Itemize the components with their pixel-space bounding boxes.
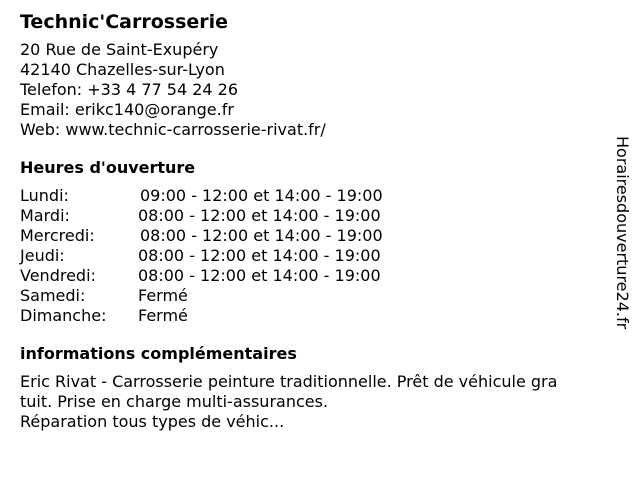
hours-row-saturday: [20, 286, 610, 306]
business-name: Technic'Carrosserie: [20, 11, 229, 33]
day-hours: Fermé: [138, 286, 188, 305]
hours-row-thursday: [20, 246, 610, 266]
day-label: Lundi:: [20, 186, 69, 205]
hours-row-friday: [20, 266, 610, 286]
day-label: Vendredi:: [20, 266, 96, 285]
info-line: Réparation tous types de véhic...: [20, 412, 285, 431]
day-hours: 09:00 - 12:00 et 14:00 - 19:00: [140, 186, 383, 205]
info-line: tuit. Prise en charge multi-assurances.: [20, 392, 329, 411]
hours-row-sunday: [20, 306, 610, 326]
day-label: Jeudi:: [20, 246, 65, 265]
day-label: Mercredi:: [20, 226, 95, 245]
day-hours: Fermé: [138, 306, 188, 325]
additional-info-title: informations complémentaires: [20, 344, 297, 363]
hours-row-monday: [20, 186, 610, 206]
additional-info-text: [20, 372, 610, 432]
day-hours: 08:00 - 12:00 et 14:00 - 19:00: [138, 206, 381, 225]
hours-row-tuesday: [20, 206, 610, 226]
day-label: Samedi:: [20, 286, 86, 305]
address-street: 20 Rue de Saint-Exupéry: [20, 40, 219, 59]
day-hours: 08:00 - 12:00 et 14:00 - 19:00: [138, 246, 381, 265]
day-hours: 08:00 - 12:00 et 14:00 - 19:00: [138, 266, 381, 285]
phone-line: Telefon: +33 4 77 54 24 26: [20, 80, 239, 99]
business-card: [20, 10, 610, 432]
address-city: 42140 Chazelles-sur-Lyon: [20, 60, 225, 79]
opening-hours-title: Heures d'ouverture: [20, 158, 196, 177]
email-line: Email: erikc140@orange.fr: [20, 100, 234, 119]
info-line: Eric Rivat - Carrosserie peinture traditionnelle. Prêt de véhicule gra: [20, 372, 558, 391]
hours-row-wednesday: [20, 226, 610, 246]
contact-block: [20, 40, 610, 140]
website-line: Web: www.technic-carrosserie-rivat.fr/: [20, 120, 326, 139]
opening-hours-table: [20, 186, 610, 326]
day-label: Mardi:: [20, 206, 70, 225]
day-label: Dimanche:: [20, 306, 107, 325]
site-watermark: Horairesdouverture24.fr: [613, 136, 632, 330]
day-hours: 08:00 - 12:00 et 14:00 - 19:00: [140, 226, 383, 245]
